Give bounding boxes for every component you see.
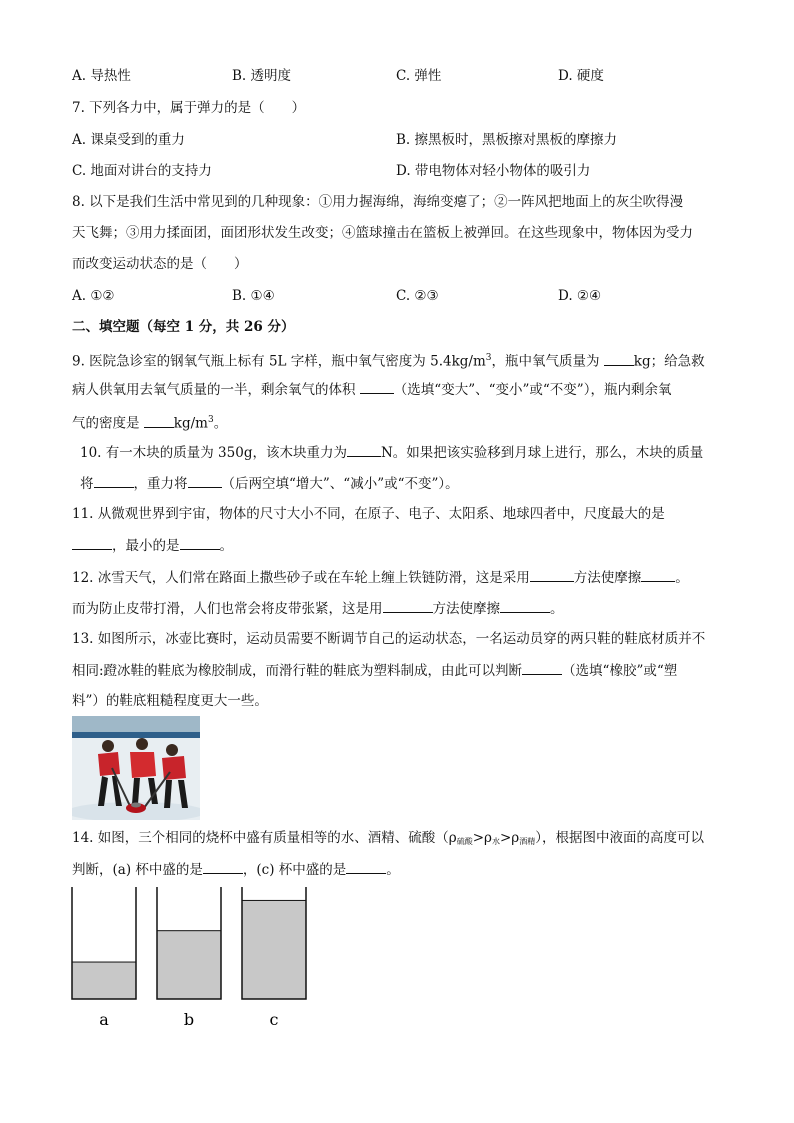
q13-text-2b: （选填“橡胶”或“塑 [562,663,678,679]
q6-option-d: D. 硬度 [558,68,604,84]
q11-text-2a: ，最小的是 [112,538,180,554]
q9-text-3c: 。 [213,415,228,432]
q10-line-1 [80,442,703,463]
q9-text-3a: 气的密度是 [72,415,144,432]
q14-text-1b: ），根据图中液面的高度可以 [535,830,704,846]
beaker-label-b: b [183,1010,195,1029]
q12-line-2 [72,598,564,619]
q11-line-2 [72,535,233,556]
q9-text-3b: kg/m [173,415,208,432]
q9-text-b: ，瓶中氧气质量为 [491,353,604,370]
q9-text-c: kg；给急救 [633,353,705,370]
q9-blank-3[interactable] [144,413,174,428]
q10-line-2 [80,473,459,494]
q9-line-3 [72,410,227,434]
q8-option-a: A. ①② [72,288,115,304]
q9-text-2b: （选填“变大”、“变小”或“不变”），瓶内剩余氧 [393,382,672,398]
q12-line-1 [72,567,689,588]
q9-sup-3: 3 [207,415,214,425]
q8-option-b: B. ①④ [232,288,275,304]
q9-text-a: 9. 医院急诊室的钢氧气瓶上标有 5L 字样，瓶中氧气密度为 5.4kg/m [72,353,486,370]
beaker-liquid-a [72,962,136,999]
q14-text-2c: 。 [386,862,400,878]
q14-sub-water: 水 [491,837,500,846]
q14-text-2b: ，(c) 杯中盛的是 [242,862,347,878]
q14-gt-2: >ρ [499,830,520,846]
q14-line-2 [72,859,400,880]
q13-blank-1[interactable] [522,660,562,675]
q13-line-1: 13. 如图所示，冰壶比赛时，运动员需要不断调节自己的运动状态，一名运动员穿的两只鞋的鞋底材质并不 [72,631,706,647]
q7-option-d: D. 带电物体对轻小物体的吸引力 [396,163,591,179]
q9-blank-1[interactable] [604,351,634,366]
q10-text-1a: 10. 有一木块的质量为 350g，该木块重力为 [80,445,347,461]
q9-sup-a: 3 [485,353,492,363]
q9-line-2 [72,379,671,400]
q12-blank-4[interactable] [500,598,550,613]
q10-blank-1[interactable] [347,442,381,457]
q6-option-b: B. 透明度 [232,68,292,84]
q12-text-1b: 方法使摩擦 [573,570,642,586]
beakers-diagram [70,885,330,1030]
q14-text-1a: 14. 如图，三个相同的烧杯中盛有质量相等的水、酒精、硫酸（ρ [72,830,457,846]
q12-text-2a: 而为防止皮带打滑，人们也常会将皮带张紧，这是用 [72,601,383,617]
q7-option-b: B. 擦黑板时，黑板擦对黑板的摩擦力 [396,132,618,148]
q12-blank-3[interactable] [383,598,433,613]
q11-blank-2[interactable] [180,535,220,550]
q10-blank-2[interactable] [94,473,134,488]
q14-gt-1: >ρ [472,830,492,846]
q8-line-2: 天飞舞；③用力揉面团，面团形状发生改变；④篮球撞击在篮板上被弹回。在这些现象中，物体因为受力 [72,225,693,241]
q13-line-3: 料”）的鞋底粗糙程度更大一些。 [72,693,268,709]
q10-text-2a: 将 [80,476,94,492]
q14-text-2a: 判断，(a) 杯中盛的是 [72,862,203,878]
q8-option-c: C. ②③ [396,288,439,304]
q8-line-1: 8. 以下是我们生活中常见到的几种现象：①用力握海绵，海绵变瘪了；②一阵风把地面上的灰尘吹得漫 [72,194,684,210]
q7-option-c: C. 地面对讲台的支持力 [72,163,212,179]
q12-blank-2[interactable] [641,567,675,582]
beaker-liquid-c [242,900,306,999]
q10-text-2c: （后两空填“增大”、“减小”或“不变”）。 [221,476,459,492]
q12-text-1c: 。 [675,570,689,586]
q10-text-2b: ，重力将 [133,476,188,492]
q13-line-2 [72,660,677,681]
q14-sub-alcohol: 酒精 [519,837,536,846]
q7-stem: 7. 下列各力中，属于弹力的是（ ） [72,100,306,116]
q9-line-1 [72,348,705,372]
q14-blank-2[interactable] [346,859,386,874]
beaker-label-c: c [269,1010,279,1029]
beaker-liquid-b [157,931,221,999]
q11-line-1: 11. 从微观世界到宇宙，物体的尺寸大小不同，在原子、电子、太阳系、地球四者中，尺度最大的是 [72,506,665,522]
q8-line-3: 而改变运动状态的是（ ） [72,256,248,272]
q6-option-a: A. 导热性 [72,68,131,84]
q12-text-1a: 12. 冰雪天气，人们常在路面上撒些砂子或在车轮上缠上铁链防滑，这是采用 [72,570,530,586]
q12-blank-1[interactable] [530,567,574,582]
q11-text-2b: 。 [219,538,233,554]
q10-blank-3[interactable] [188,473,222,488]
q8-option-d: D. ②④ [558,288,602,304]
q9-text-2a: 病人供氧用去氧气质量的一半，剩余氧气的体积 [72,382,360,398]
q13-text-2a: 相同:蹬冰鞋的鞋底为橡胶制成，而滑行鞋的鞋底为塑料制成，由此可以判断 [72,663,523,679]
section-heading-fill-in: 二、填空题（每空 1 分，共 26 分） [72,319,295,335]
q11-blank-1[interactable] [72,535,112,550]
q6-option-c: C. 弹性 [396,68,442,84]
curling-photo [72,716,200,820]
q14-blank-1[interactable] [203,859,243,874]
q12-text-2c: 。 [550,601,564,617]
beaker-label-a: a [99,1010,109,1029]
q14-line-1 [72,828,704,852]
q10-text-1b: N。如果把该实验移到月球上进行，那么，木块的质量 [380,445,704,461]
q9-blank-2[interactable] [360,379,394,394]
q14-sub-sulfuric: 硫酸 [456,837,473,846]
q7-option-a: A. 课桌受到的重力 [72,132,185,148]
q12-text-2b: 方法使摩擦 [432,601,500,617]
